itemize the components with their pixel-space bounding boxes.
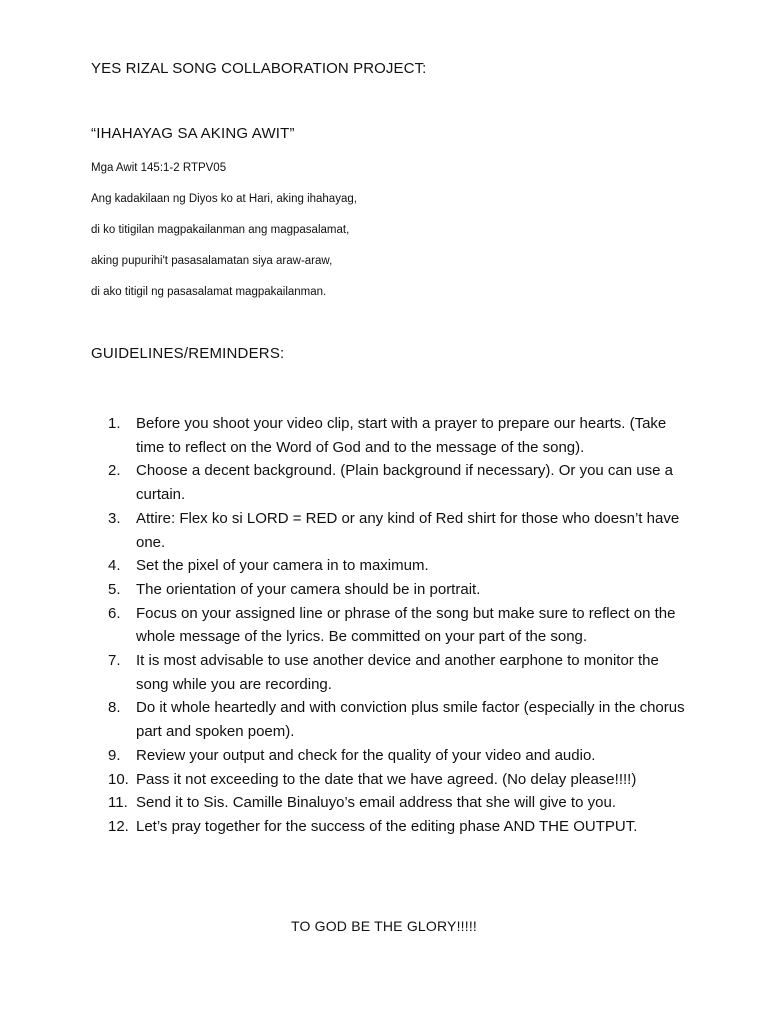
guideline-text: Send it to Sis. Camille Binaluyo’s email address that she will give to you. bbox=[136, 794, 616, 812]
guideline-item bbox=[108, 696, 688, 743]
guideline-item bbox=[108, 649, 688, 696]
guideline-number: 1. bbox=[108, 415, 121, 432]
verse-line: aking pupurihi't pasasalamatan siya araw-araw, bbox=[91, 255, 333, 267]
guideline-text: Pass it not exceeding to the date that we have agreed. (No delay please!!!!) bbox=[136, 770, 637, 788]
guideline-item bbox=[108, 815, 688, 839]
guideline-number: 9. bbox=[108, 746, 121, 764]
song-title: “IHAHAYAG SA AKING AWIT” bbox=[91, 125, 295, 142]
project-title: YES RIZAL SONG COLLABORATION PROJECT: bbox=[91, 60, 427, 77]
guideline-item bbox=[108, 412, 688, 459]
guideline-text: Before you shoot your video clip, start with a prayer to prepare our hearts. (Take time to reflect on the Word of God and to the message of the song). bbox=[136, 415, 667, 456]
guideline-text: Attire: Flex ko si LORD = RED or any kind of Red shirt for those who doesn’t have one. bbox=[136, 509, 680, 551]
guideline-number: 5. bbox=[108, 580, 121, 598]
guideline-item bbox=[108, 744, 688, 768]
guideline-item bbox=[108, 602, 688, 649]
guideline-number: 7. bbox=[108, 652, 121, 670]
closing-line: TO GOD BE THE GLORY!!!!! bbox=[290, 918, 478, 934]
guideline-item bbox=[108, 578, 688, 602]
guideline-item bbox=[108, 791, 688, 815]
guideline-number: 3. bbox=[108, 509, 121, 527]
guideline-item bbox=[108, 459, 688, 506]
guideline-number: 11. bbox=[108, 794, 128, 812]
verse-line: Ang kadakilaan ng Diyos ko at Hari, aking ihahayag, bbox=[91, 193, 357, 205]
guideline-item bbox=[108, 507, 688, 554]
verse-lines bbox=[91, 192, 357, 316]
guideline-number: 2. bbox=[108, 462, 121, 480]
guideline-number: 6. bbox=[108, 604, 121, 622]
guideline-text: Set the pixel of your camera in to maximum. bbox=[136, 557, 429, 575]
guideline-text: Let’s pray together for the success of the editing phase AND THE OUTPUT. bbox=[136, 817, 638, 835]
guideline-number: 10. bbox=[108, 770, 129, 788]
guideline-item bbox=[108, 554, 688, 578]
guideline-text: Review your output and check for the quality of your video and audio. bbox=[136, 746, 596, 764]
guideline-number: 4. bbox=[108, 557, 121, 575]
verse-line: di ako titigil ng pasasalamat magpakailanman. bbox=[91, 286, 327, 298]
guideline-number: 8. bbox=[108, 699, 121, 717]
guideline-text: It is most advisable to use another device and another earphone to monitor the song while you are recording. bbox=[136, 652, 659, 693]
guideline-text: The orientation of your camera should be in portrait. bbox=[136, 580, 481, 598]
verse-reference: Mga Awit 145:1-2 RTPV05 bbox=[91, 162, 227, 174]
guideline-text: Focus on your assigned line or phrase of the song but make sure to reflect on the whole message of the lyrics. Be committed on your part of the song. bbox=[136, 604, 676, 646]
guideline-text: Do it whole heartedly and with conviction plus smile factor (especially in the chorus part and spoken poem). bbox=[136, 699, 685, 741]
guidelines-heading: GUIDELINES/REMINDERS: bbox=[91, 345, 285, 362]
guidelines-list bbox=[108, 412, 688, 839]
guideline-item bbox=[108, 768, 688, 792]
guideline-number: 12. bbox=[108, 817, 129, 835]
guideline-text: Choose a decent background. (Plain background if necessary). Or you can use a curtain. bbox=[136, 462, 673, 504]
verse-line: di ko titigilan magpakailanman ang magpasalamat, bbox=[91, 224, 350, 236]
